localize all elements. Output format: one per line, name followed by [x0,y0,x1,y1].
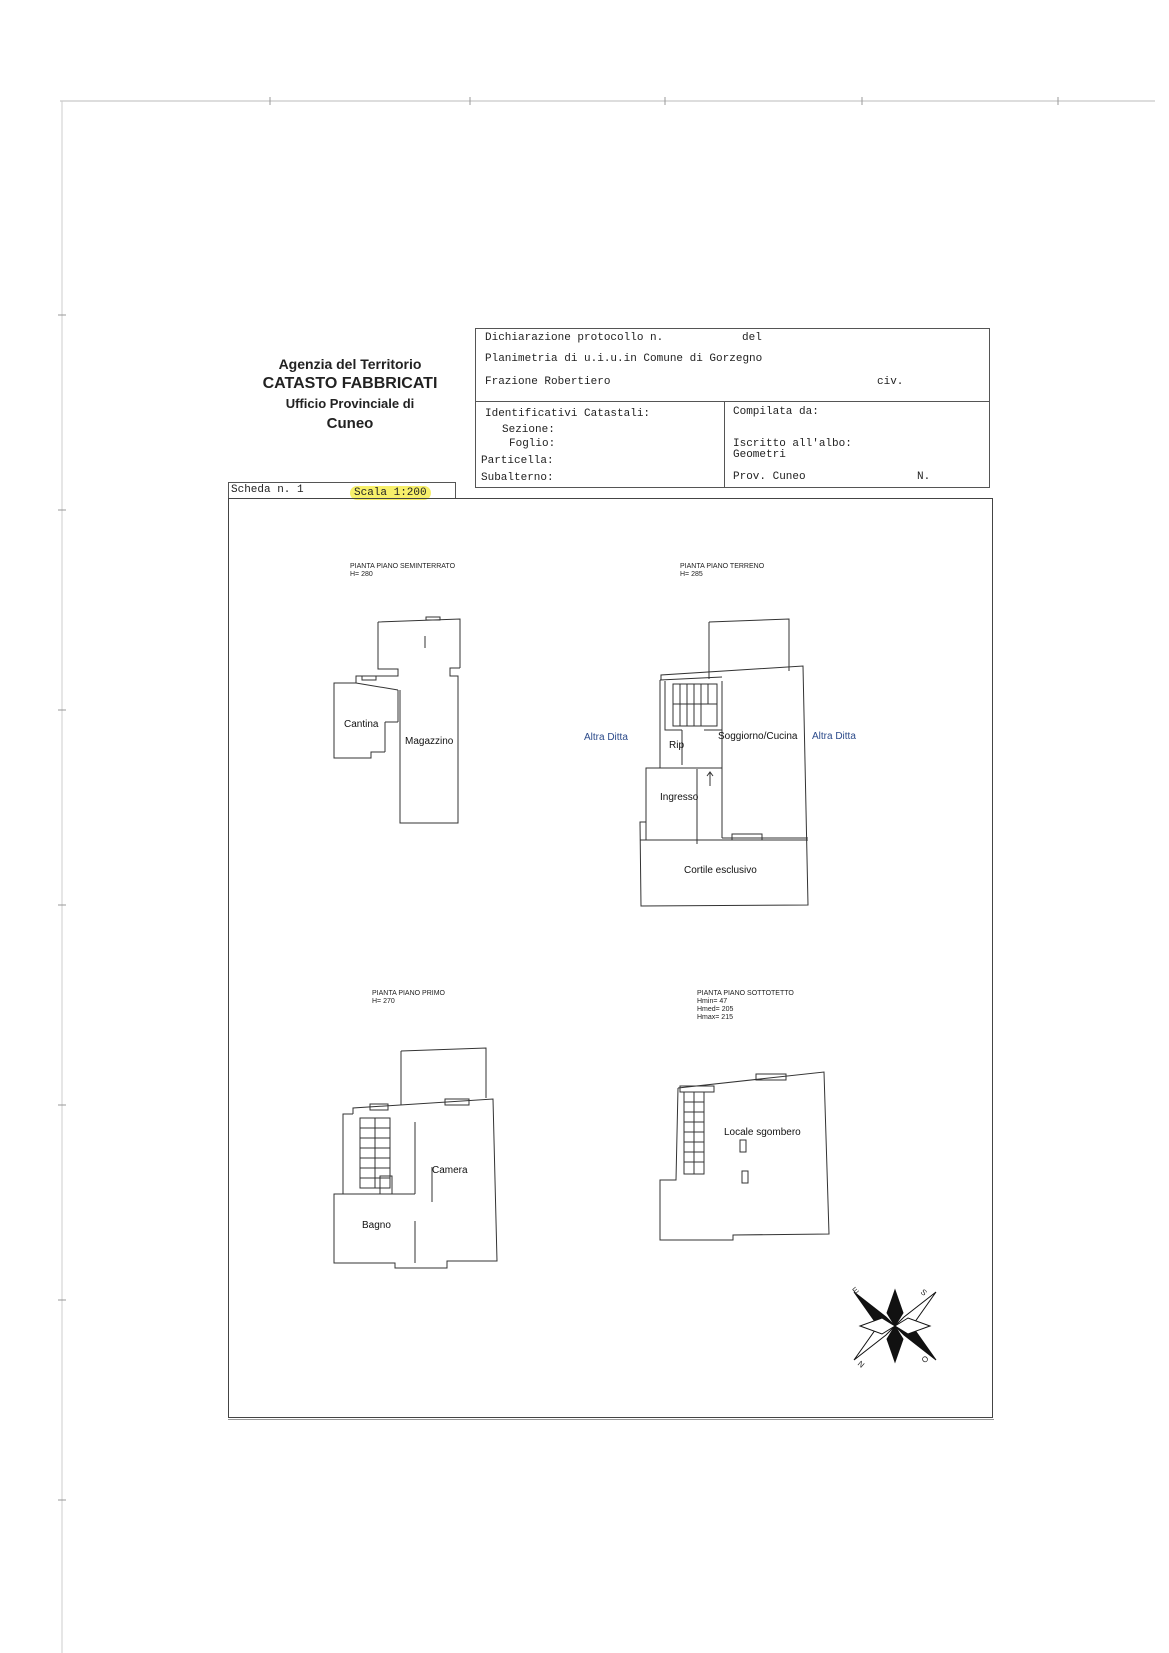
iscritto-label: Iscritto all'albo: [733,438,852,450]
room-soggiorno: Soggiorno/Cucina [718,731,798,742]
room-camera: Camera [432,1165,468,1176]
room-ingresso: Ingresso [660,792,699,803]
plan-title-text: PIANTA PIANO SEMINTERRATO [350,563,456,570]
room-bagno: Bagno [362,1220,391,1231]
room-cantina: Cantina [344,719,379,730]
particella-label: Particella: [481,455,554,467]
plan-height-text: H= 280 [350,571,373,578]
plan-height-text: H= 270 [372,998,395,1005]
dichiarazione-text: Dichiarazione protocollo n. [485,332,664,344]
plan-hmed-text: Hmed= 205 [697,1006,734,1013]
plan-hmax-text: Hmax= 215 [697,1014,733,1021]
n-label: N. [917,471,931,483]
prov-label: Prov. Cuneo [733,471,806,483]
plan-sottotetto-drawing [660,1072,829,1240]
room-rip: Rip [669,740,685,751]
room-locale-sgombero: Locale sgombero [724,1127,801,1138]
compass-label-o: O [919,1354,931,1365]
plan-hmin-text: Hmin= 47 [697,998,728,1005]
frazione-text: Frazione Robertiero [485,376,611,388]
foglio-label: Foglio: [509,438,556,450]
catasto-title: CATASTO FABBRICATI [262,375,438,392]
compass-label-s: S [918,1287,929,1298]
altra-ditta-left: Altra Ditta [584,732,628,743]
scheda-label: Scheda n. 1 [231,484,304,496]
plan-terreno-drawing [640,619,808,906]
planimetria-text: Planimetria di u.i.u.in Comune di Gorzegno [485,353,763,365]
del-text: del [742,332,762,344]
room-magazzino: Magazzino [405,736,454,747]
agency-name: Agenzia del Territorio [278,356,422,372]
plan-title-text: PIANTA PIANO PRIMO [372,990,445,997]
compilata-title: Compilata da: [733,406,819,418]
plan-title-text: PIANTA PIANO SOTTOTETTO [697,990,794,997]
subalterno-label: Subalterno: [481,472,554,484]
plan-primo-drawing [334,1048,497,1268]
geometri-label: Geometri [733,449,786,461]
room-cortile: Cortile esclusivo [684,865,757,876]
cuneo-label: Cuneo [326,415,374,432]
compass-label-n: N [855,1359,866,1370]
altra-ditta-right: Altra Ditta [812,731,856,742]
compass-label-e: E [850,1285,861,1296]
ufficio-label: Ufficio Provinciale di [285,396,415,411]
plan-height-text: H= 285 [680,571,703,578]
sezione-label: Sezione: [502,424,555,436]
civ-text: civ. [877,376,904,388]
plan-title-text: PIANTA PIANO TERRENO [680,563,765,570]
scala-label: Scala 1:200 [350,486,431,500]
compass-rose-drawing [854,1290,936,1362]
identificativi-title: Identificativi Catastali: [485,408,651,420]
